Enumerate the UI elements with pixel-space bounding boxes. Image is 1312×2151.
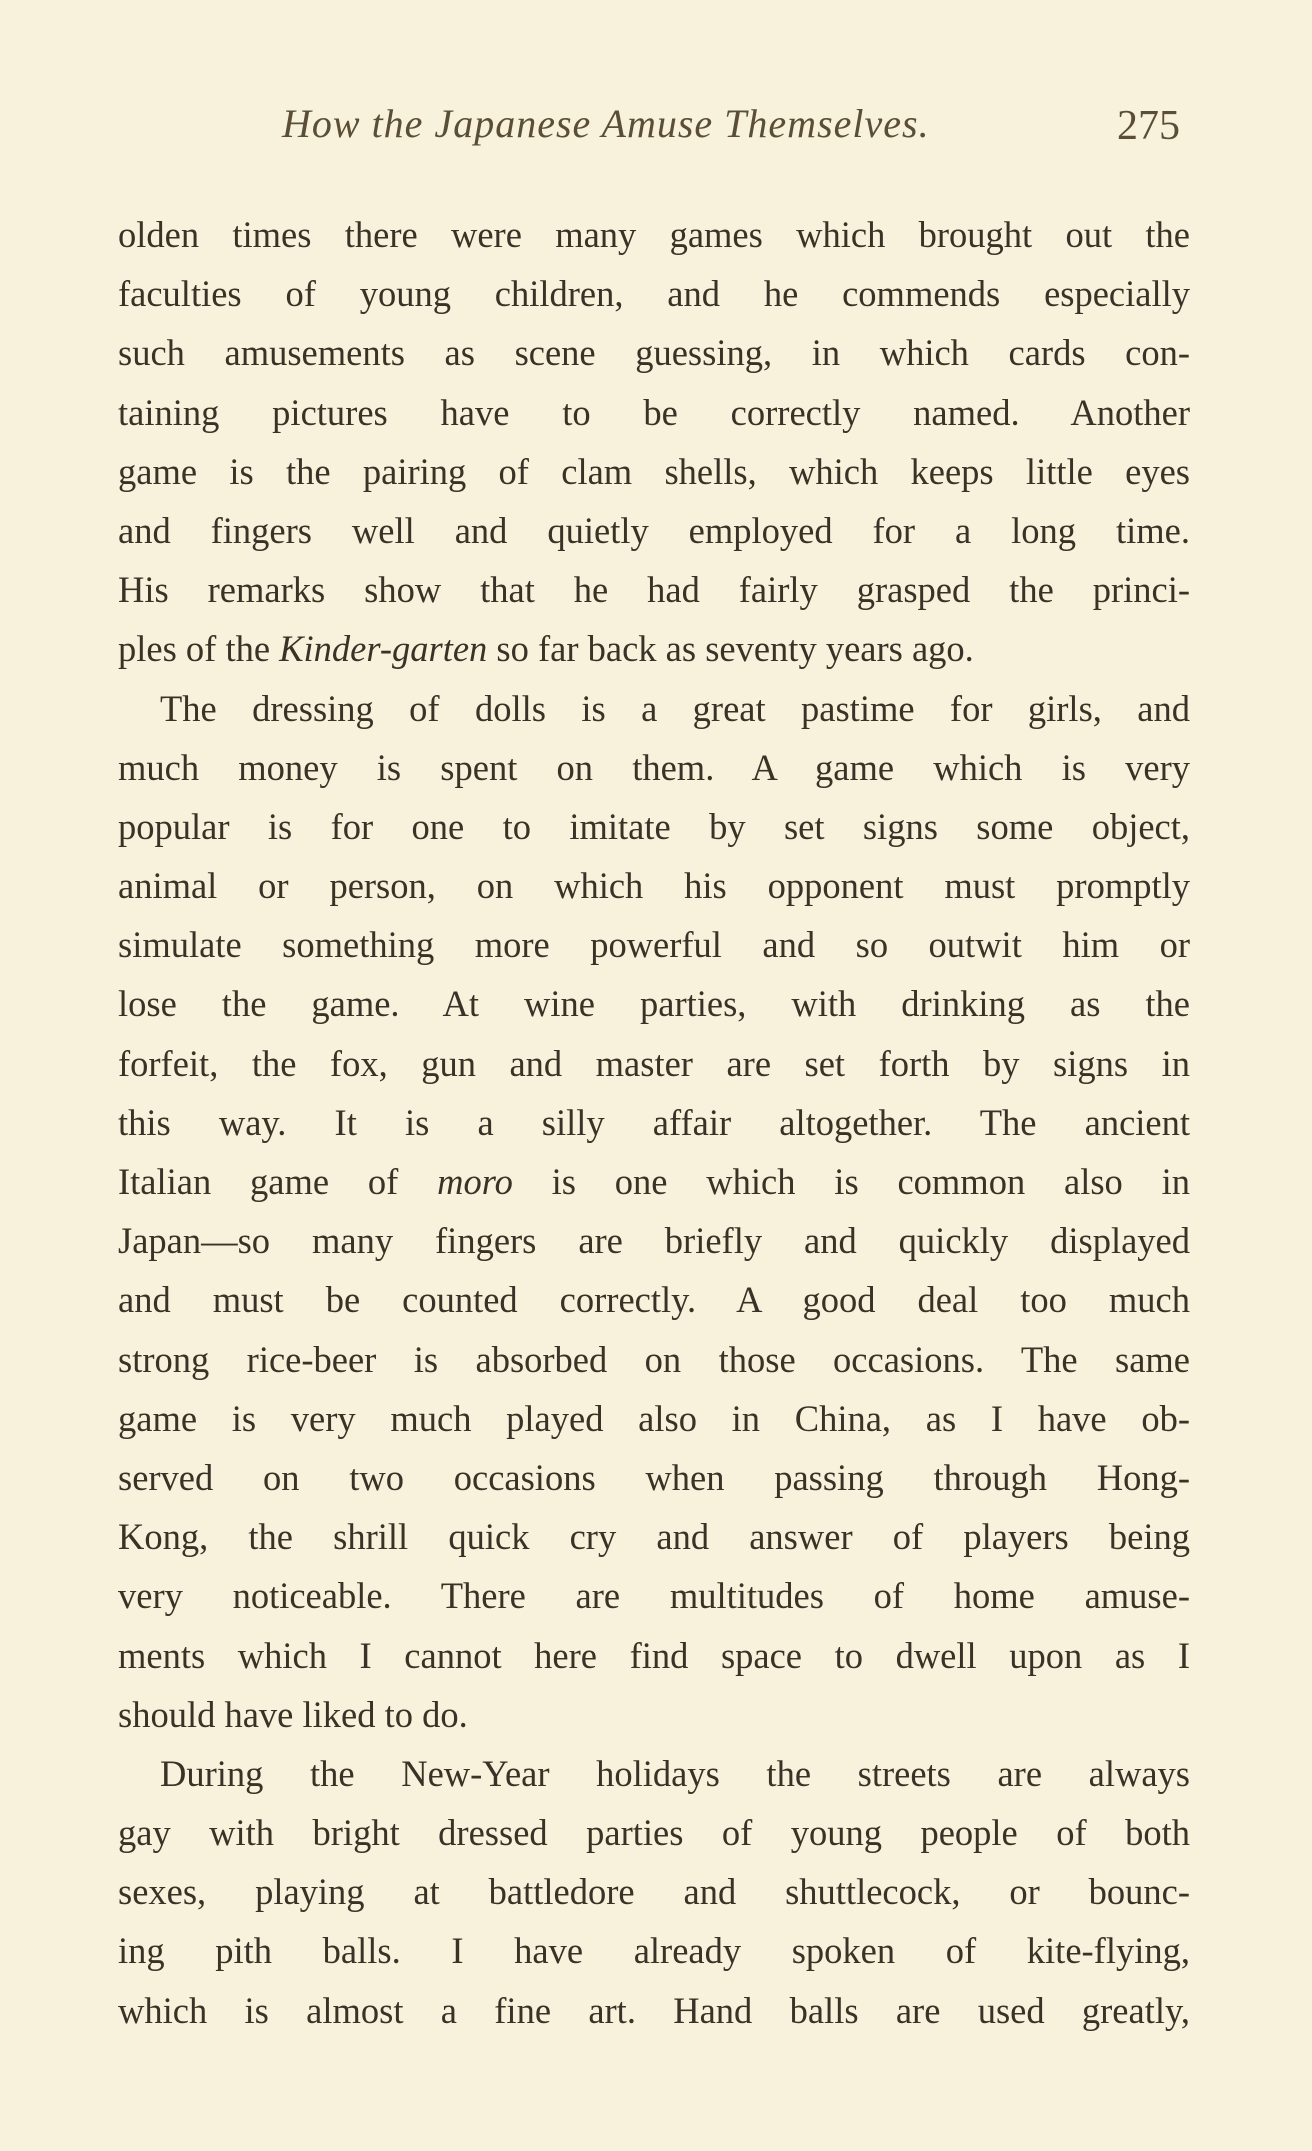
- text-line: [118, 1034, 1190, 1093]
- text-segment: ing pith balls. I have already spoken of kite-flying,: [118, 1930, 1190, 1972]
- text-segment: taining pictures have to be correctly named. Another: [118, 391, 1190, 433]
- text-line: [118, 738, 1190, 797]
- text-segment: faculties of young children, and he commends especially: [118, 273, 1190, 315]
- text-line: [118, 1626, 1190, 1685]
- body-text: [118, 205, 1190, 2040]
- text-segment: olden times there were many games which brought out the: [118, 214, 1190, 255]
- text-line: [118, 383, 1190, 442]
- text-segment: sexes, playing at battledore and shuttlecock, or bounc-: [118, 1871, 1190, 1913]
- text-segment: lose the game. At wine parties, with drinking as the: [118, 983, 1190, 1025]
- text-line: [118, 1507, 1190, 1566]
- text-line: [118, 915, 1190, 974]
- text-segment: much money is spent on them. A game which is very: [118, 746, 1190, 788]
- text-segment: ples of the: [118, 628, 280, 670]
- text-segment: served on two occasions when passing through Hong-: [118, 1456, 1190, 1498]
- text-segment: game is the pairing of clam shells, which keeps little eyes: [118, 450, 1190, 492]
- text-segment: is one which is common also in: [512, 1161, 1190, 1202]
- text-line: [118, 1270, 1190, 1329]
- text-segment: should have liked to do.: [118, 1693, 468, 1735]
- text-segment: gay with bright dressed parties of young people of both: [118, 1812, 1190, 1854]
- text-segment: so far back as seventy years ago.: [487, 628, 974, 670]
- text-line: [118, 442, 1190, 501]
- text-line: [118, 1981, 1190, 2040]
- text-line: [118, 501, 1190, 560]
- text-segment: The dressing of dolls is a great pastime for girls, and: [160, 687, 1190, 729]
- text-segment: and must be counted correctly. A good deal too much: [118, 1279, 1190, 1321]
- text-line: [118, 619, 1190, 678]
- text-line: [118, 1566, 1190, 1625]
- text-line: [118, 1211, 1190, 1270]
- running-title: How the Japanese Amuse Themselves.: [282, 101, 930, 146]
- text-line: [118, 205, 1190, 264]
- text-segment: Japan—so many fingers are briefly and quickly displayed: [118, 1220, 1190, 1262]
- text-line: [118, 1448, 1190, 1507]
- text-segment: Italian game of: [118, 1161, 438, 1202]
- text-segment: ments which I cannot here find space to dwell upon as I: [118, 1634, 1190, 1676]
- text-segment: such amusements as scene guessing, in which cards con-: [118, 332, 1190, 374]
- text-line: [118, 974, 1190, 1033]
- page-header: [118, 100, 1190, 160]
- text-segment: During the New-Year holidays the streets are always: [160, 1752, 1190, 1794]
- text-line: [118, 1744, 1190, 1803]
- text-segment: game is very much played also in China, as I have ob-: [118, 1397, 1190, 1439]
- text-line: [118, 1921, 1190, 1980]
- text-line: [118, 797, 1190, 856]
- text-line: [118, 1330, 1190, 1389]
- page-number: 275: [1117, 103, 1180, 149]
- text-segment: and fingers well and quietly employed for a long time.: [118, 509, 1190, 551]
- text-line: [118, 1152, 1190, 1211]
- text-line: [118, 323, 1190, 382]
- text-line: [118, 560, 1190, 619]
- italic-term: moro: [437, 1161, 513, 1202]
- text-segment: strong rice-beer is absorbed on those occasions. The same: [118, 1338, 1190, 1380]
- text-line: [118, 679, 1190, 738]
- text-segment: this way. It is a silly affair altogether. The ancient: [118, 1101, 1190, 1143]
- text-segment: forfeit, the fox, gun and master are set forth by signs in: [118, 1042, 1190, 1084]
- text-segment: popular is for one to imitate by set signs some object,: [118, 805, 1190, 847]
- text-line: [118, 856, 1190, 915]
- text-segment: His remarks show that he had fairly grasped the princi-: [118, 569, 1190, 611]
- text-line: [118, 1093, 1190, 1152]
- text-segment: which is almost a fine art. Hand balls are used greatly,: [118, 1989, 1190, 2031]
- text-segment: animal or person, on which his opponent must promptly: [118, 865, 1190, 907]
- text-line: [118, 1862, 1190, 1921]
- text-line: [118, 1685, 1190, 1744]
- text-segment: Kong, the shrill quick cry and answer of players being: [118, 1516, 1190, 1558]
- italic-term: Kinder-garten: [279, 628, 488, 670]
- text-line: [118, 1389, 1190, 1448]
- text-segment: simulate something more powerful and so outwit him or: [118, 924, 1190, 966]
- text-segment: very noticeable. There are multitudes of home amuse-: [118, 1575, 1190, 1617]
- text-line: [118, 264, 1190, 323]
- text-line: [118, 1803, 1190, 1862]
